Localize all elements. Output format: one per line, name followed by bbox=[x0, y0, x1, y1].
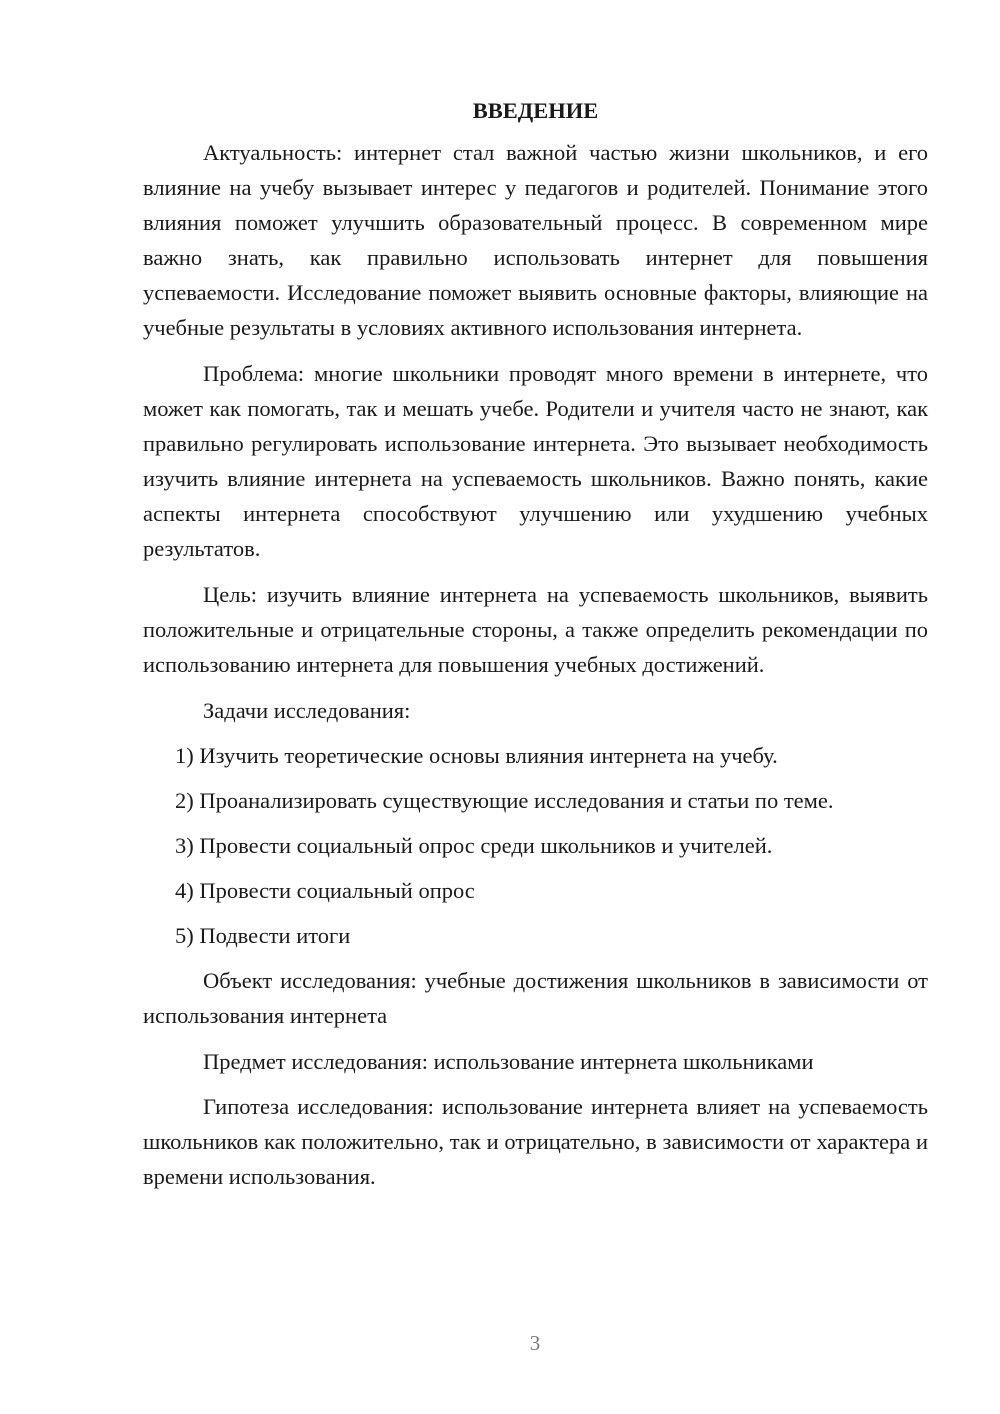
task-item: 1) Изучить теоретические основы влияния интернета на учебу. bbox=[175, 743, 778, 768]
relevance-paragraph: Актуальность: интернет стал важной частью жизни школьников, и его влияние на учебу вызывает интерес у педагогов и родителей. Понимание этого влияния поможет улучшить образовательный процесс. В современном мире важно знать, как правильно использовать интернет для повышения успеваемости. Исследование поможет выявить основные факторы, влияющие на учебные результаты в условиях активного использования интернета. bbox=[143, 140, 928, 340]
document-body bbox=[143, 96, 928, 1205]
page-number: 3 bbox=[529, 1331, 541, 1355]
page-title: ВВЕДЕНИЕ bbox=[472, 98, 599, 123]
task-item: 4) Провести социальный опрос bbox=[175, 878, 475, 903]
hypothesis-paragraph: Гипотеза исследования: использование интернета влияет на успеваемость школьников как положительно, так и отрицательно, в зависимости от характера и времени использования. bbox=[143, 1094, 928, 1189]
problem-paragraph: Проблема: многие школьники проводят много времени в интернете, что может как помогать, так и мешать учебе. Родители и учителя часто не знают, как правильно регулировать использование интернета. Это вызывает необходимость изучить влияние интернета на успеваемость школьников. Важно понять, какие аспекты интернета способствуют улучшению или ухудшению учебных результатов. bbox=[143, 361, 928, 561]
goal-paragraph: Цель: изучить влияние интернета на успеваемость школьников, выявить положительные и отрицательные стороны, а также определить рекомендации по использованию интернета для повышения учебных достижений. bbox=[143, 582, 928, 677]
task-item: 3) Провести социальный опрос среди школьников и учителей. bbox=[175, 833, 773, 858]
object-paragraph: Объект исследования: учебные достижения школьников в зависимости от использования интернета bbox=[143, 968, 928, 1028]
task-item: 5) Подвести итоги bbox=[175, 923, 351, 948]
tasks-title: Задачи исследования: bbox=[203, 698, 411, 723]
task-item: 2) Проанализировать существующие исследования и статьи по теме. bbox=[175, 788, 834, 813]
subject-paragraph: Предмет исследования: использование интернета школьниками bbox=[203, 1049, 814, 1074]
tasks-list bbox=[143, 738, 928, 953]
